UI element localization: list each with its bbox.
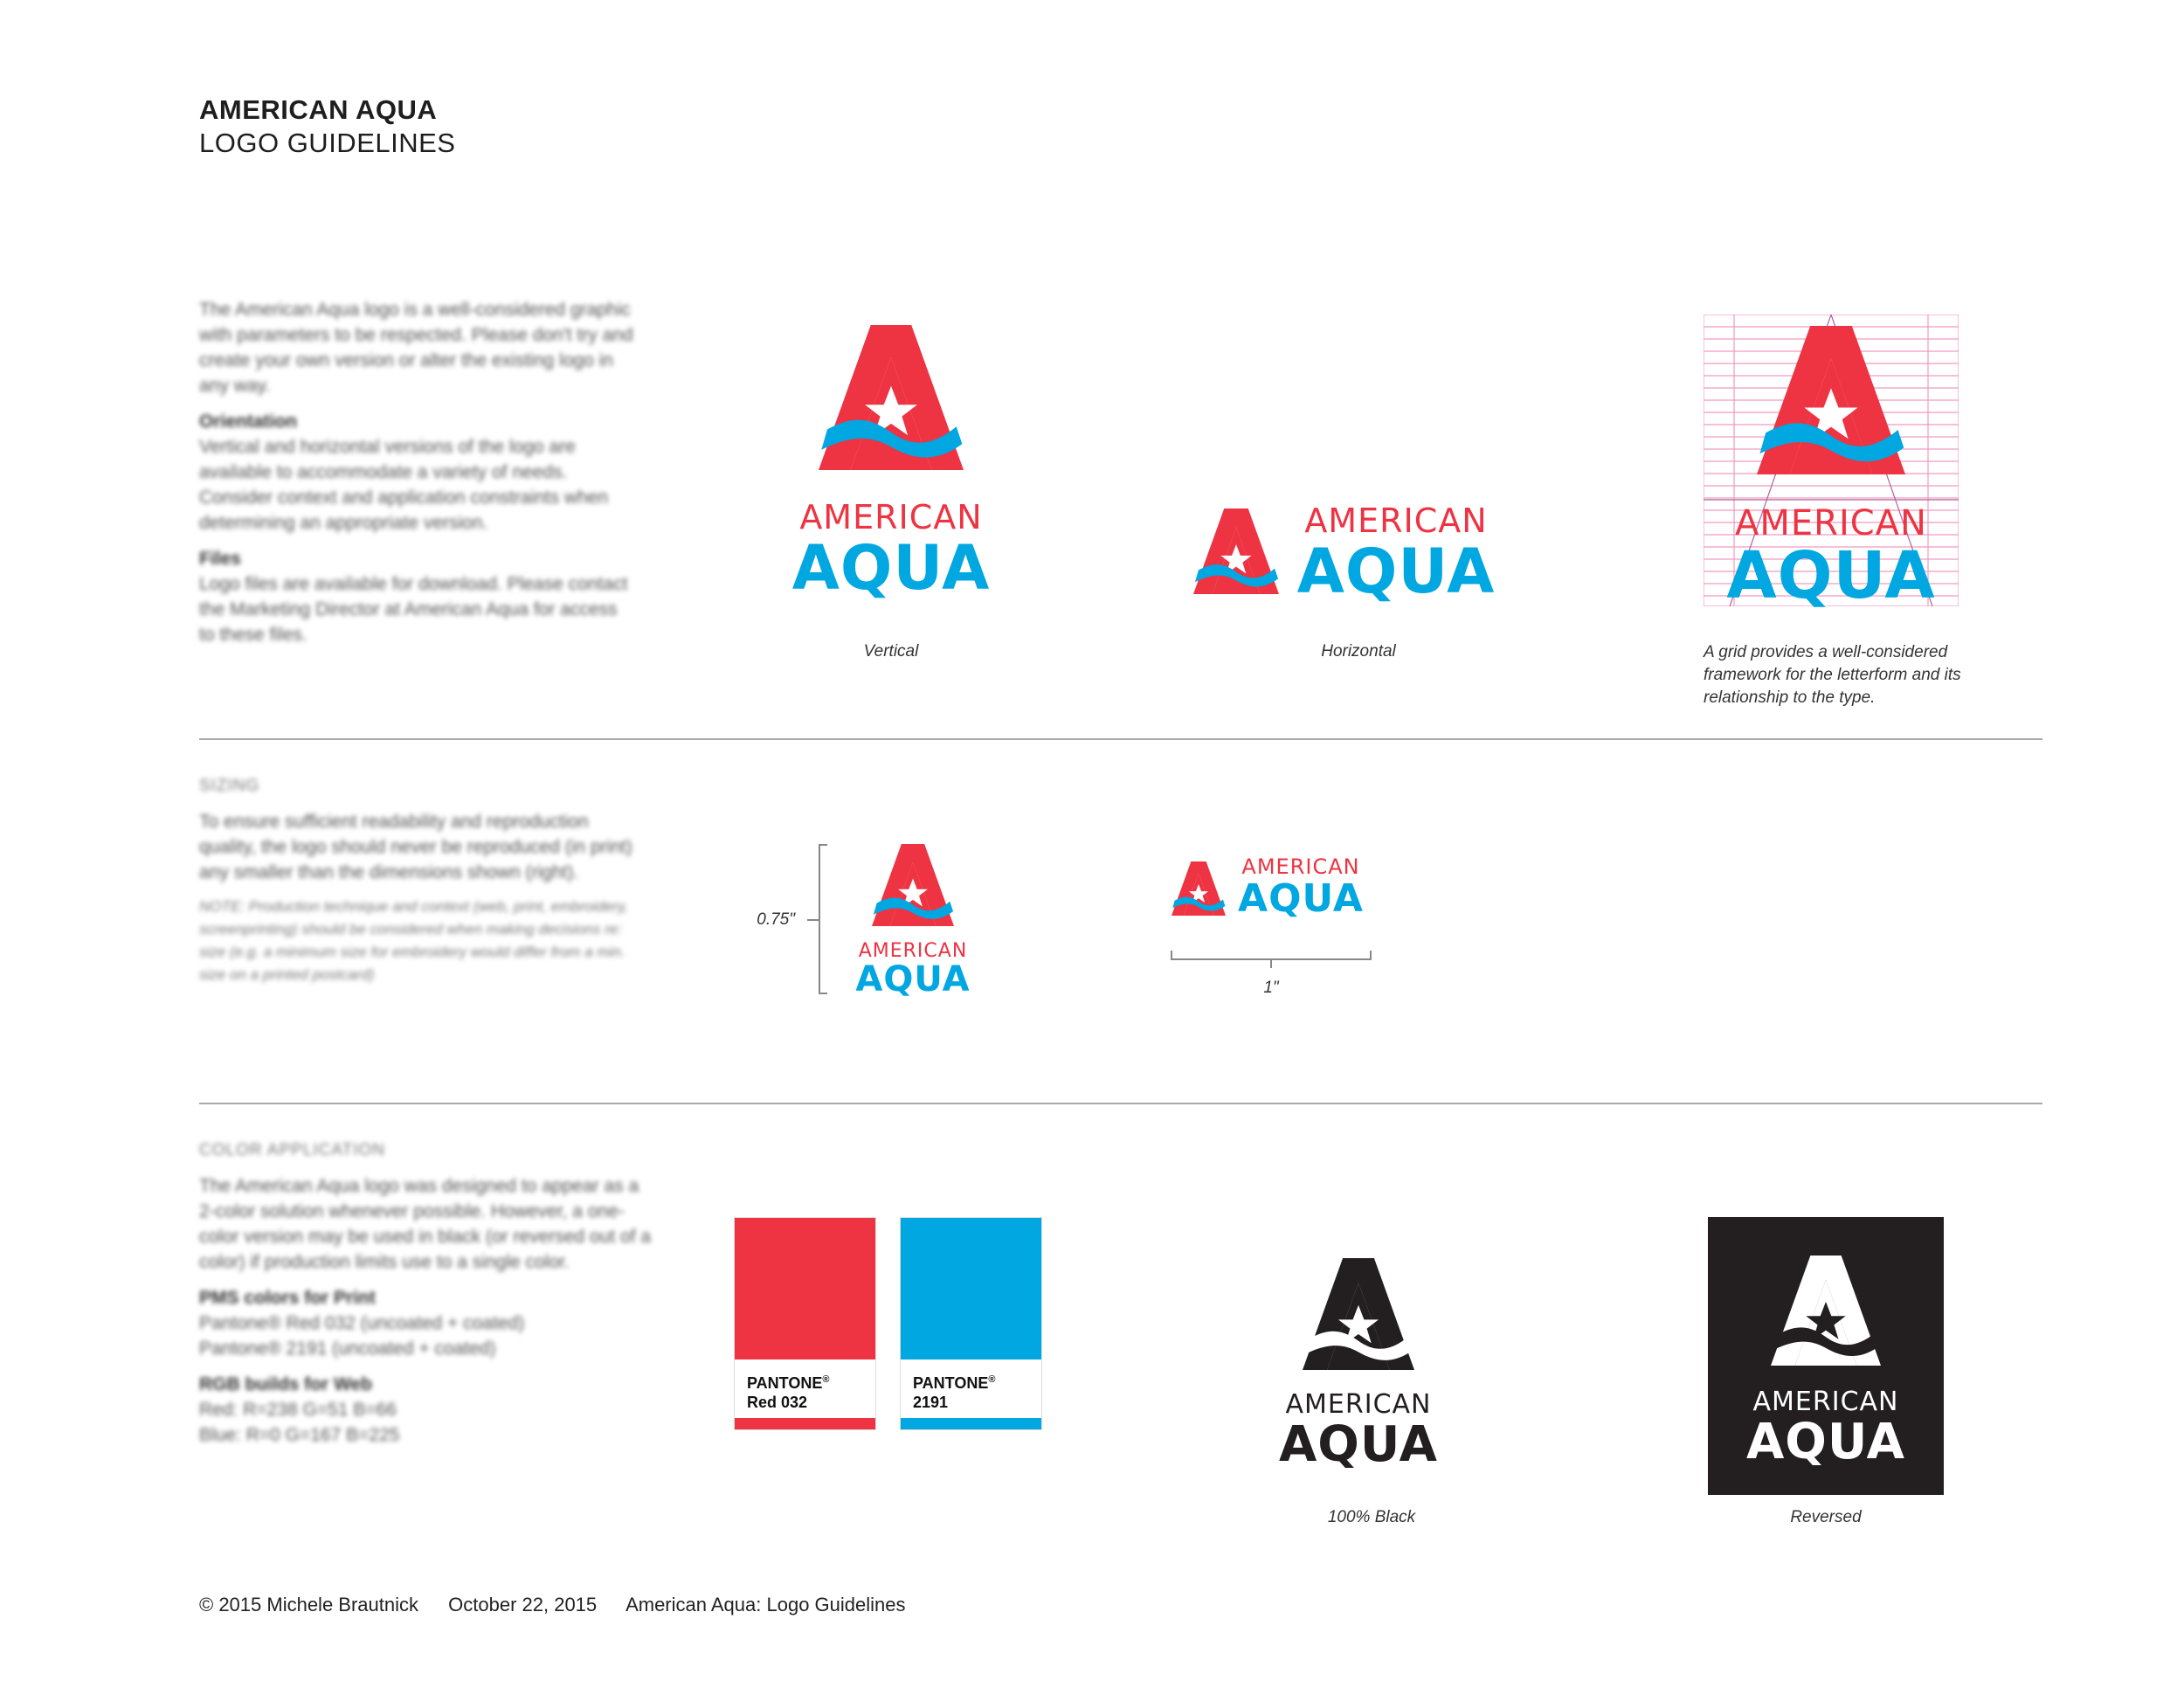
chip-bar-red [735,1418,875,1429]
wordmark-bottom: AQUA [1296,536,1496,607]
files-heading: Files [199,549,241,569]
caption-black: 100% Black [1327,1508,1416,1526]
files-text: Logo files are available for download. Please contact the Marketing Director at American Aqua for access to these files. [199,574,628,645]
height-dimension-line [819,844,820,994]
wordmark-top: AMERICAN [1304,502,1488,540]
rgb-line-1: Red: R=238 G=51 B=66 [199,1400,397,1420]
color-text: The American Aqua logo was designed to appear as a 2-color solution whenever possible. However, a one-color version may be used in black (or reversed out of a color) if production limits use to a single color. [199,1176,652,1272]
height-dimension-label: 0.75" [757,910,795,929]
logomark-color-icon [870,844,956,926]
logo-intro-text: The American Aqua logo is a well-considered graphic with parameters to be respected. Please don't try and create your own version or alter the existing logo in any way. [199,300,633,396]
wordmark-top: AMERICAN [799,498,983,536]
logo-reversed-panel [1708,1217,1944,1495]
wordmark-top: AMERICAN [858,940,968,962]
wordmark-vertical-small [843,940,983,1000]
dimension-tick [807,919,819,921]
chip-brand: PANTONE [747,1374,823,1392]
width-dimension-label: 1" [1263,979,1279,997]
sizing-column [199,773,636,997]
chip-label-red: PANTONE® Red 032 [747,1374,830,1411]
pms-line-1: Pantone® Red 032 (uncoated + coated) [199,1313,525,1333]
dimension-tick [1171,951,1172,959]
pantone-chip-blue [900,1217,1042,1430]
logo-horizontal [1192,502,1507,607]
logomark-white-icon [1769,1256,1883,1366]
document-title: AMERICAN AQUA [199,94,438,125]
orientation-text: Vertical and horizontal versions of the logo are available to accommodate a variety of needs. Consider context and application constraints when determining an appropriate version. [199,437,609,533]
wordmark-vertical [778,498,1005,604]
orientation-heading: Orientation [199,412,298,432]
wordmark-bottom: AQUA [1745,1414,1906,1470]
wordmark-black [1258,1389,1459,1473]
wordmark-top: AMERICAN [1752,1387,1899,1417]
logo-vertical-min-size [852,844,974,1000]
logomark-color-icon [1192,508,1280,594]
footer-copyright: © 2015 Michele Brautnick [199,1594,419,1615]
logomark-color-icon [817,325,965,470]
caption-grid: A grid provides a well-considered framework for the letterform and its relationship to the type. [1704,643,1961,707]
dimension-tick [1270,959,1272,968]
section-divider [199,738,2042,740]
logo-intro-column [199,297,636,658]
footer-date: October 22, 2015 [448,1594,598,1615]
dimension-tick [819,844,827,846]
logomark-black-icon [1300,1258,1417,1370]
chip-bar-blue [901,1418,1041,1429]
logomark-color-icon [1757,322,1905,479]
document-subtitle: LOGO GUIDELINES [199,128,456,158]
wordmark-bottom: AQUA [1278,1416,1439,1473]
rgb-heading: RGB builds for Web [199,1374,372,1394]
dimension-tick [819,993,827,994]
chip-brand: PANTONE [913,1374,989,1392]
caption-vertical: Vertical [863,642,919,661]
pms-line-2: Pantone® 2191 (uncoated + coated) [199,1339,496,1359]
swatch-blue [901,1218,1041,1359]
wordmark-horizontal-small [1235,854,1366,919]
wordmark-reversed [1708,1387,1944,1468]
caption-horizontal: Horizontal [1321,642,1396,661]
chip-code: Red 032 [747,1394,808,1411]
logo-horizontal-min-size [1171,854,1372,921]
logomark-color-icon [1171,861,1227,916]
dimension-tick [1370,951,1372,959]
rgb-line-2: Blue: R=0 G=167 B=225 [199,1425,400,1445]
wordmark-top: AMERICAN [1241,854,1360,879]
wordmark-top: AMERICAN [1735,503,1927,543]
section-divider [199,1103,2042,1104]
wordmark-bottom: AQUA [791,532,991,604]
swatch-red [735,1218,875,1359]
caption-reversed: Reversed [1790,1508,1862,1526]
footer-document-name: American Aqua: Logo Guidelines [625,1594,906,1615]
color-heading: COLOR APPLICATION [199,1141,386,1159]
sizing-note: NOTE: Production technique and context (web, print, embroidery, screenprinting) should be considered when making decisions re: size (e.g. a minimum size for embroidery would differ from a min. size on a printed postcard) [199,898,629,983]
chip-label-blue: PANTONE® 2191 [913,1374,996,1411]
color-column [199,1138,653,1458]
pms-heading: PMS colors for Print [199,1288,376,1308]
wordmark-bottom: AQUA [855,959,971,1000]
wordmark-bottom: AQUA [1726,538,1936,613]
wordmark-bottom: AQUA [1238,876,1364,921]
logo-vertical [791,325,991,604]
sizing-text: To ensure sufficient readability and reproduction quality, the logo should never be reproduced (in print) any smaller than the dimensions shown (right). [199,812,632,882]
footer [199,1594,930,1616]
logo-grid-construction [1704,315,1959,613]
wordmark-grid [1695,503,1967,613]
pantone-chip-red [734,1217,876,1430]
wordmark-horizontal [1296,502,1496,607]
wordmark-top: AMERICAN [1285,1389,1432,1420]
logo-black [1275,1258,1441,1473]
sizing-heading: SIZING [199,777,260,795]
chip-code: 2191 [913,1394,949,1411]
